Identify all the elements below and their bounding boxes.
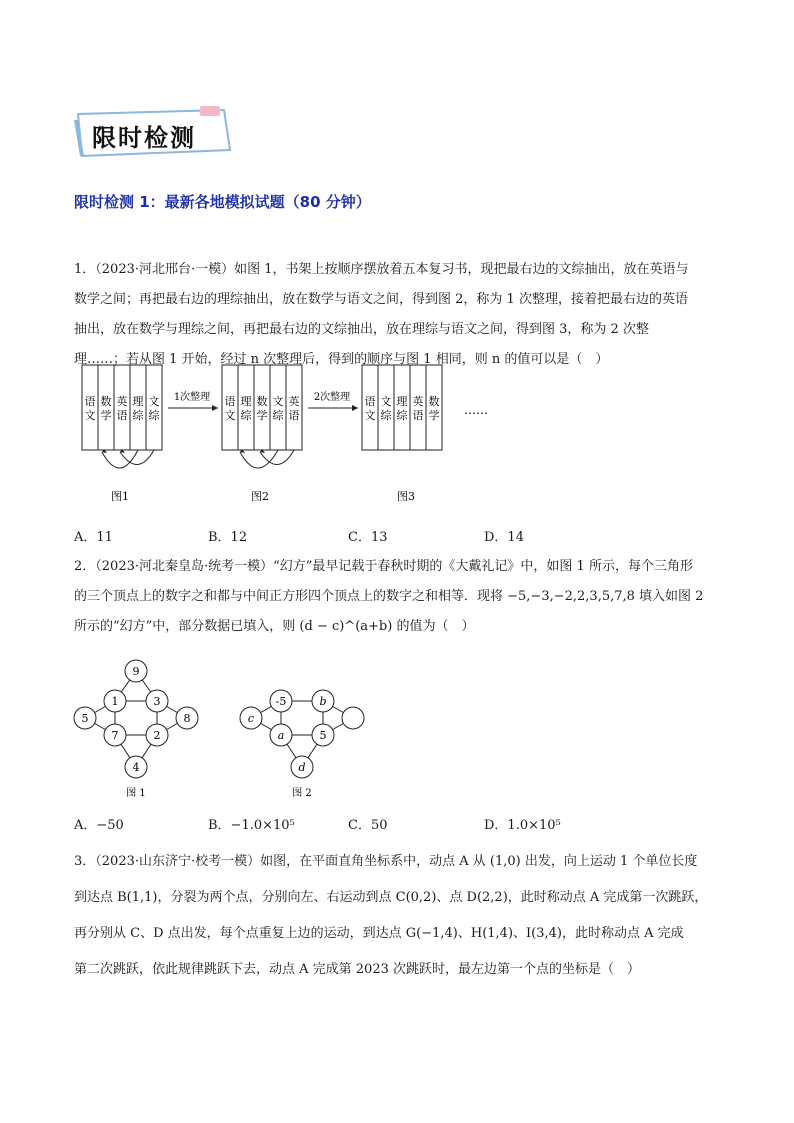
book-label-char: 学: [428, 409, 440, 422]
q1-line: 数学之间；再把最右边的理综抽出，放在数学与语文之间，得到图 2，称为 1 次整理，接着把最右边的英语: [74, 292, 688, 307]
option-d[interactable]: D．1.0×10⁵: [484, 818, 561, 833]
magic-node-label: c: [247, 712, 255, 725]
book-label-char: 综: [380, 409, 392, 422]
magic-node-label: 3: [153, 695, 161, 708]
option-d[interactable]: D．14: [484, 530, 524, 545]
section-title: 限时检测 1：最新各地模拟试题（80 分钟）: [74, 193, 371, 211]
book-label-char: 文: [148, 395, 160, 408]
question-1-text: [74, 255, 724, 375]
arrow-label-1: 1次整理: [173, 392, 211, 403]
bookshelf-figure: [80, 360, 510, 510]
q3-line: 第二次跳跃，依此规律跳跃下去，动点 A 完成第 2023 次跳跃时，最左边第一个点的坐标是（ ）: [74, 962, 641, 977]
option-c[interactable]: C．50: [348, 818, 388, 833]
q3-line: 到达点 B(1,1)，分裂为两个点，分别向左、右运动到点 C(0,2)、点 D(2,2)，此时称动点 A 完成第一次跳跃，: [74, 890, 708, 905]
book-label-char: 英: [288, 395, 300, 408]
q2-line: 所示的“幻方”中，部分数据已填入，则 (d − c)^(a+b) 的值为（ ）: [74, 619, 475, 634]
q2-options: [74, 814, 724, 834]
figure-caption: 图 1: [126, 788, 146, 799]
option-c[interactable]: C．13: [348, 530, 388, 545]
q1-line: 1．（2023·河北邢台·一模）如图 1，书架上按顺序摆放着五本复习书，现把最右边的文综抽出，放在英语与: [74, 262, 689, 277]
book-label-char: 综: [272, 409, 284, 422]
book-label-char: 学: [256, 409, 268, 422]
q1-line: 抽出，放在数学与理综之间，再把最右边的文综抽出，放在理综与语文之间，得到图 3，称为 2 次整: [74, 322, 649, 337]
q2-line: 的三个顶点上的数字之和都与中间正方形四个顶点上的数字之和相等．现将 −5,−3,−2,2,3,5,7,8 填入如图 2: [74, 589, 704, 604]
magic-node-label: 8: [183, 712, 191, 725]
book-label-char: 综: [132, 409, 144, 422]
magic-node-label: 5: [319, 729, 327, 742]
figure-caption: 图1: [111, 490, 129, 503]
magic-node-label: -5: [275, 695, 287, 708]
bookshelf-fig3: [362, 365, 442, 450]
option-b[interactable]: B．−1.0×10⁵: [208, 818, 295, 833]
book-label-char: 理: [396, 395, 408, 408]
book-label-char: 语: [116, 409, 128, 422]
book-label-char: 英: [412, 395, 424, 408]
question-3-text: [74, 844, 724, 988]
arrow-label-2: 2次整理: [313, 392, 351, 403]
q3-line: 3．（2023·山东济宁·校考一模）如图，在平面直角坐标系中，动点 A 从 (1,0) 出发，向上运动 1 个单位长度: [74, 854, 698, 869]
magic-node-label: 1: [111, 695, 119, 708]
q3-line: 再分别从 C、D 点出发，每个点重复上边的运动，到达点 G(−1,4)、H(1,4)、I(3,4)，此时称动点 A 完成: [74, 926, 684, 941]
book-label-char: 文: [224, 409, 236, 422]
book-label-char: 文: [84, 409, 96, 422]
magic-node: [342, 707, 364, 729]
book-label-char: 文: [272, 395, 284, 408]
book-label-char: 学: [100, 409, 112, 422]
magic-node-label: a: [277, 729, 285, 742]
magic-node-label: b: [319, 695, 327, 708]
clip-icon: [200, 106, 220, 116]
question-2-text: [74, 552, 724, 642]
magic-node-label: 5: [81, 712, 89, 725]
book-label-char: 数: [256, 395, 268, 408]
book-label-char: 综: [148, 409, 160, 422]
figure-caption: 图3: [397, 490, 415, 503]
figure-caption: 图2: [251, 490, 269, 503]
book-label-char: 语: [84, 395, 96, 408]
figure-caption: 图 2: [292, 788, 312, 799]
book-label-char: 语: [224, 395, 236, 408]
book-label-char: 语: [364, 395, 376, 408]
q1-options: [74, 526, 724, 546]
book-label-char: 语: [412, 409, 424, 422]
book-label-char: 英: [116, 395, 128, 408]
figure-ellipsis: ……: [464, 403, 488, 417]
book-label-char: 数: [100, 395, 112, 408]
q1-line: 理……；若从图 1 开始，经过 n 次整理后，得到的顺序与图 1 相同，则 n 的值可以是（ ）: [74, 352, 609, 367]
magic-node-label: 2: [153, 729, 161, 742]
book-label-char: 文: [380, 395, 392, 408]
book-label-char: 理: [132, 395, 144, 408]
magic-node-label: 9: [132, 665, 140, 678]
book-label-char: 文: [364, 409, 376, 422]
option-a[interactable]: A．11: [74, 530, 113, 545]
bookshelf-fig1: [82, 365, 162, 468]
book-label-char: 语: [288, 409, 300, 422]
magic-node-label: d: [298, 761, 306, 774]
banner-title: 限时检测: [92, 124, 196, 152]
book-label-char: 综: [396, 409, 408, 422]
q2-line: 2．（2023·河北秦皇岛·统考一模）“幻方”最早记载于春秋时期的《大戴礼记》中，如图 1 所示，每个三角形: [74, 559, 693, 574]
book-label-char: 数: [428, 395, 440, 408]
book-label-char: 综: [240, 409, 252, 422]
magic-square-figure: [70, 655, 380, 805]
option-b[interactable]: B．12: [208, 530, 248, 545]
magic-fig1: [85, 671, 187, 767]
book-label-char: 理: [240, 395, 252, 408]
bookshelf-fig2: [222, 365, 302, 468]
option-a[interactable]: A．−50: [74, 818, 124, 833]
magic-node-label: 7: [111, 729, 119, 742]
magic-node-label: 4: [132, 761, 140, 774]
